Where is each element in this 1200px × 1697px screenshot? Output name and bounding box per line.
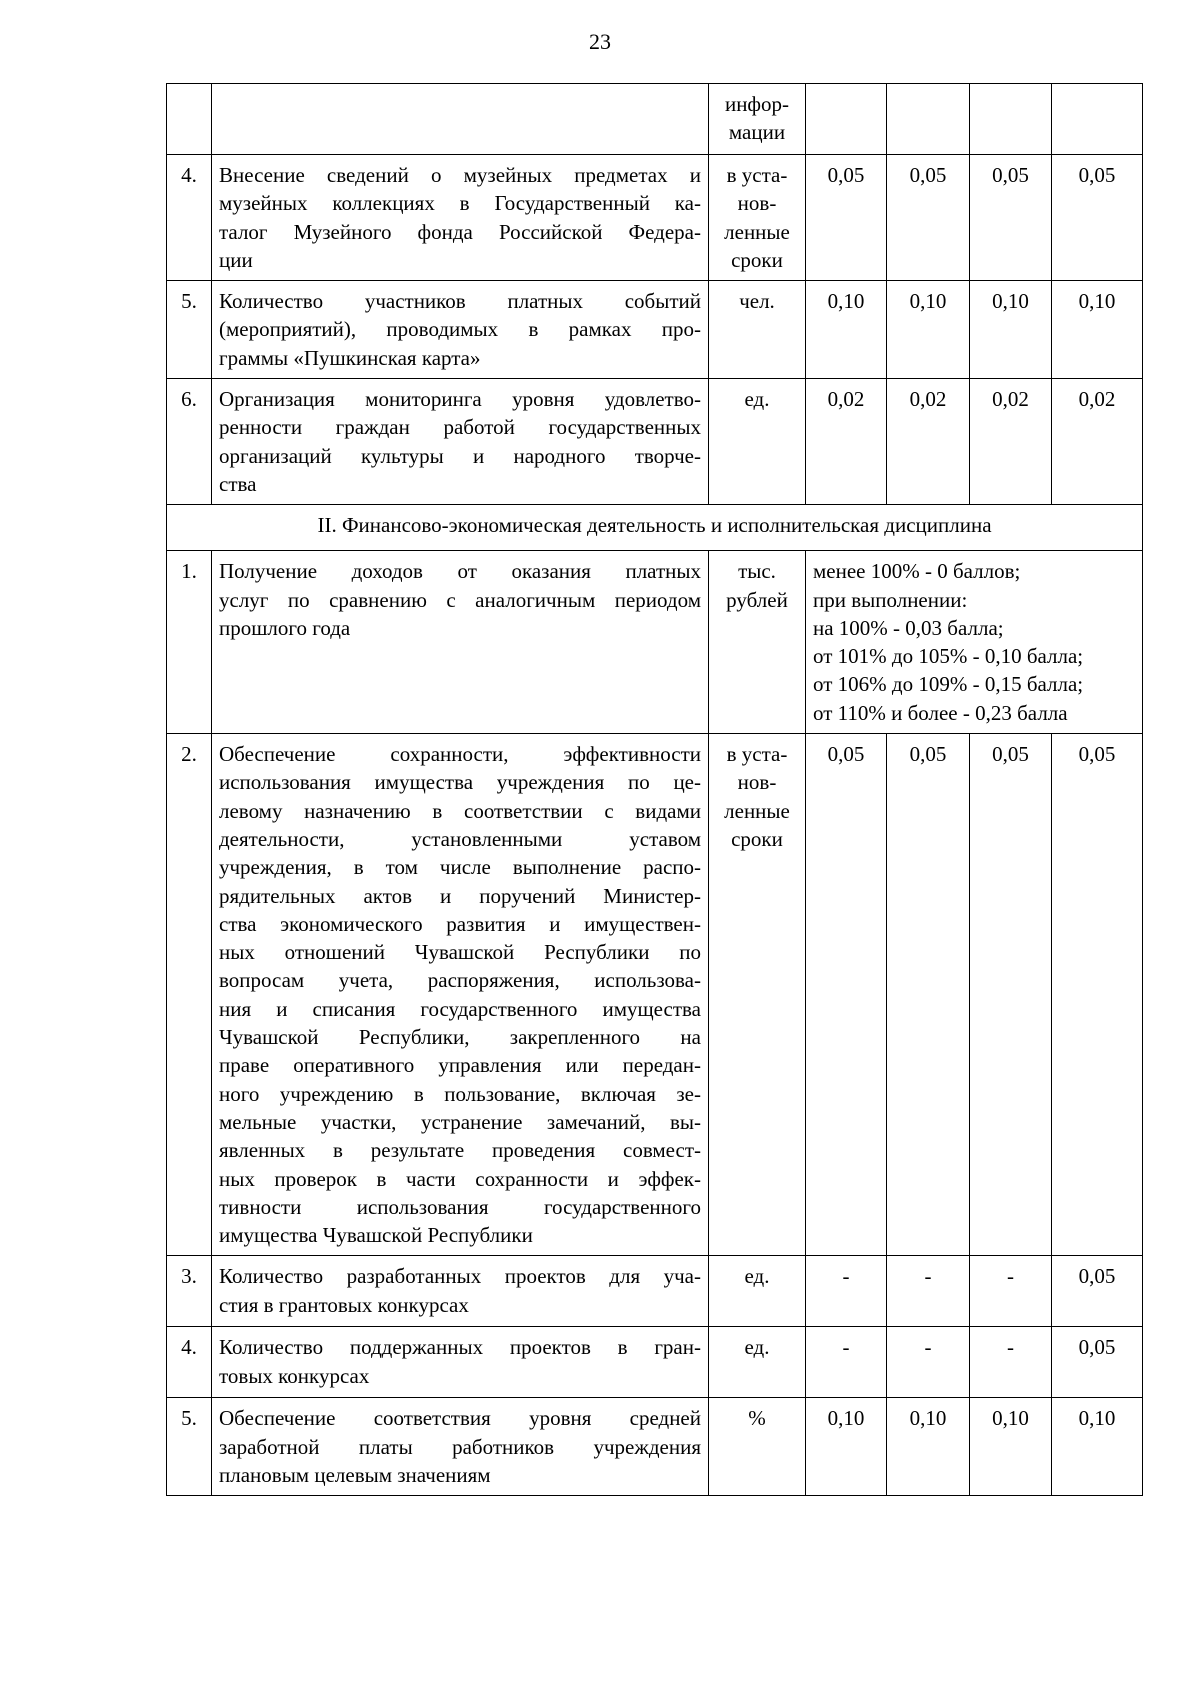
text-line: деятельности, установленными уставом (219, 826, 701, 851)
score-cell: 0,05 (1052, 155, 1143, 281)
text-line: ед. (744, 1264, 770, 1289)
text-line: стия в грантовых конкурсах (219, 1292, 469, 1317)
text-line: ства экономического развития и имуществен- (219, 911, 701, 936)
indicator-description (212, 1256, 709, 1327)
score-cell: 0,10 (1052, 1398, 1143, 1496)
score-cell: 0,05 (1052, 1256, 1143, 1327)
text-line: ного учреждению в пользование, включая зе- (219, 1081, 701, 1106)
table-row (167, 1327, 1143, 1398)
score-cell: 0,05 (1052, 734, 1143, 1256)
row-number: 5. (167, 1398, 212, 1496)
indicator-description (212, 1398, 709, 1496)
text-line: прошлого года (219, 615, 351, 640)
text-line: от 106% до 109% - 0,15 балла; (813, 672, 1084, 697)
section-row (167, 505, 1143, 551)
table-row (167, 1256, 1143, 1327)
text-line: сроки (731, 826, 783, 851)
text-line: в уста- (726, 163, 788, 187)
unit-cell (709, 1398, 806, 1496)
text-line: ед. (744, 1335, 770, 1360)
score-cell: 0,10 (970, 281, 1052, 379)
text-line: Внесение сведений о музейных предметах и (219, 163, 701, 187)
unit-cell (709, 281, 806, 379)
indicators-table (166, 83, 1143, 1496)
text-line: Чувашской Республики, закрепленного на (219, 1025, 701, 1050)
unit-cell (709, 551, 806, 734)
text-line: ных отношений Чувашской Республики по (219, 940, 701, 965)
text-line: менее 100% - 0 баллов; (813, 559, 1021, 584)
text-line: левому назначению в соответствии с видами (219, 798, 701, 823)
text-line: явленных в результате проведения совмест- (219, 1138, 701, 1163)
text-line: ния и списания государственного имущества (219, 996, 701, 1021)
text-line: на 100% - 0,03 балла; (813, 615, 1004, 640)
text-line: Количество поддержанных проектов в гран- (219, 1335, 701, 1360)
score-cell (970, 84, 1052, 155)
text-line: ед. (744, 387, 770, 412)
score-cell: 0,02 (806, 379, 887, 505)
score-cell: 0,05 (970, 155, 1052, 281)
score-cell: 0,05 (806, 155, 887, 281)
row-number: 6. (167, 379, 212, 505)
section-title: II. Финансово-экономическая деятельность и исполнительская дисциплина (167, 505, 1143, 551)
text-line: от 101% до 105% - 0,10 балла; (813, 644, 1084, 669)
unit-cell (709, 1256, 806, 1327)
unit-cell (709, 1327, 806, 1398)
text-line: в уста- (726, 742, 788, 767)
text-line: тыс. (738, 559, 776, 584)
score-cell: 0,05 (887, 155, 970, 281)
indicator-description (212, 84, 709, 155)
score-cell: - (887, 1327, 970, 1398)
text-line: Получение доходов от оказания платных (219, 559, 701, 584)
row-number: 1. (167, 551, 212, 734)
text-line: учреждения, в том числе выполнение распо- (219, 855, 701, 880)
text-line: заработной платы работников учреждения (219, 1434, 701, 1459)
text-line: праве оперативного управления или передан- (219, 1053, 701, 1078)
table-row (167, 551, 1143, 734)
score-cell: - (806, 1327, 887, 1398)
text-line: использования имущества учреждения по це- (219, 770, 701, 795)
score-cell: 0,10 (1052, 281, 1143, 379)
score-cell: - (970, 1256, 1052, 1327)
text-line: организаций культуры и народного творче- (219, 443, 701, 468)
score-cell: - (806, 1256, 887, 1327)
table-row (167, 379, 1143, 505)
text-line: талог Музейного фонда Российской Федера- (219, 219, 701, 244)
score-cell (1052, 84, 1143, 155)
text-line: услуг по сравнению с аналогичным периодом (219, 587, 701, 612)
row-number: 3. (167, 1256, 212, 1327)
text-line: Количество разработанных проектов для уча- (219, 1264, 701, 1289)
text-line: мельные участки, устранение замечаний, вы- (219, 1109, 701, 1134)
indicator-description (212, 379, 709, 505)
score-cell: 0,05 (1052, 1327, 1143, 1398)
indicator-description (212, 281, 709, 379)
row-number (167, 84, 212, 155)
table-row (167, 1398, 1143, 1496)
text-line: ства (219, 471, 257, 496)
text-line: при выполнении: (813, 587, 968, 612)
page-number: 23 (589, 29, 611, 54)
text-line: ции (219, 247, 253, 272)
text-line: граммы «Пушкинская карта» (219, 345, 481, 370)
score-cell (806, 84, 887, 155)
unit-cell (709, 734, 806, 1256)
text-line: вопросам учета, распоряжения, использова- (219, 968, 701, 993)
indicator-description (212, 155, 709, 281)
score-cell: 0,10 (806, 1398, 887, 1496)
score-cell: 0,02 (1052, 379, 1143, 505)
unit-cell (709, 155, 806, 281)
text-line: Организация мониторинга уровня удовлетво- (219, 387, 701, 412)
row-number: 5. (167, 281, 212, 379)
text-line: плановым целевым значениям (219, 1462, 491, 1487)
score-cell: 0,02 (887, 379, 970, 505)
scoring-scale (806, 551, 1143, 734)
text-line: чел. (739, 289, 775, 314)
score-cell: 0,02 (970, 379, 1052, 505)
text-line: Обеспечение сохранности, эффективности (219, 742, 701, 767)
text-line: товых конкурсах (219, 1363, 370, 1388)
score-cell: 0,05 (887, 734, 970, 1256)
text-line: нов- (737, 770, 777, 795)
table-body (167, 84, 1143, 1496)
text-line: инфор- (724, 92, 790, 116)
text-line: сроки (731, 247, 783, 272)
text-line: (мероприятий), проводимых в рамках про- (219, 317, 701, 342)
text-line: музейных коллекциях в Государственный ка- (219, 191, 701, 216)
text-line: имущества Чувашской Республики (219, 1223, 533, 1248)
indicator-description (212, 1327, 709, 1398)
row-number: 4. (167, 1327, 212, 1398)
text-line: рядительных актов и поручений Министер- (219, 883, 701, 908)
unit-cell (709, 84, 806, 155)
text-line: нов- (737, 191, 777, 216)
indicator-description (212, 734, 709, 1256)
score-cell: 0,10 (887, 281, 970, 379)
table-row (167, 734, 1143, 1256)
score-cell: 0,10 (806, 281, 887, 379)
row-number: 4. (167, 155, 212, 281)
table-row (167, 155, 1143, 281)
score-cell: - (887, 1256, 970, 1327)
text-line: ленные (724, 219, 790, 244)
text-line: от 110% и более - 0,23 балла (813, 700, 1068, 725)
text-line: ных проверок в части сохранности и эффек- (219, 1166, 701, 1191)
score-cell: 0,05 (970, 734, 1052, 1256)
score-cell: - (970, 1327, 1052, 1398)
indicator-description (212, 551, 709, 734)
score-cell: 0,10 (970, 1398, 1052, 1496)
text-line: ленные (724, 798, 790, 823)
text-line: мации (728, 120, 786, 145)
text-line: Обеспечение соответствия уровня средней (219, 1406, 701, 1431)
text-line: ренности граждан работой государственных (219, 415, 701, 440)
text-line: % (748, 1406, 766, 1431)
text-line: Количество участников платных событий (219, 289, 701, 314)
table-row (167, 84, 1143, 155)
text-line: тивности использования государственного (219, 1194, 701, 1219)
row-number: 2. (167, 734, 212, 1256)
score-cell (887, 84, 970, 155)
unit-cell (709, 379, 806, 505)
score-cell: 0,05 (806, 734, 887, 1256)
text-line: рублей (726, 587, 788, 612)
score-cell: 0,10 (887, 1398, 970, 1496)
table-row (167, 281, 1143, 379)
